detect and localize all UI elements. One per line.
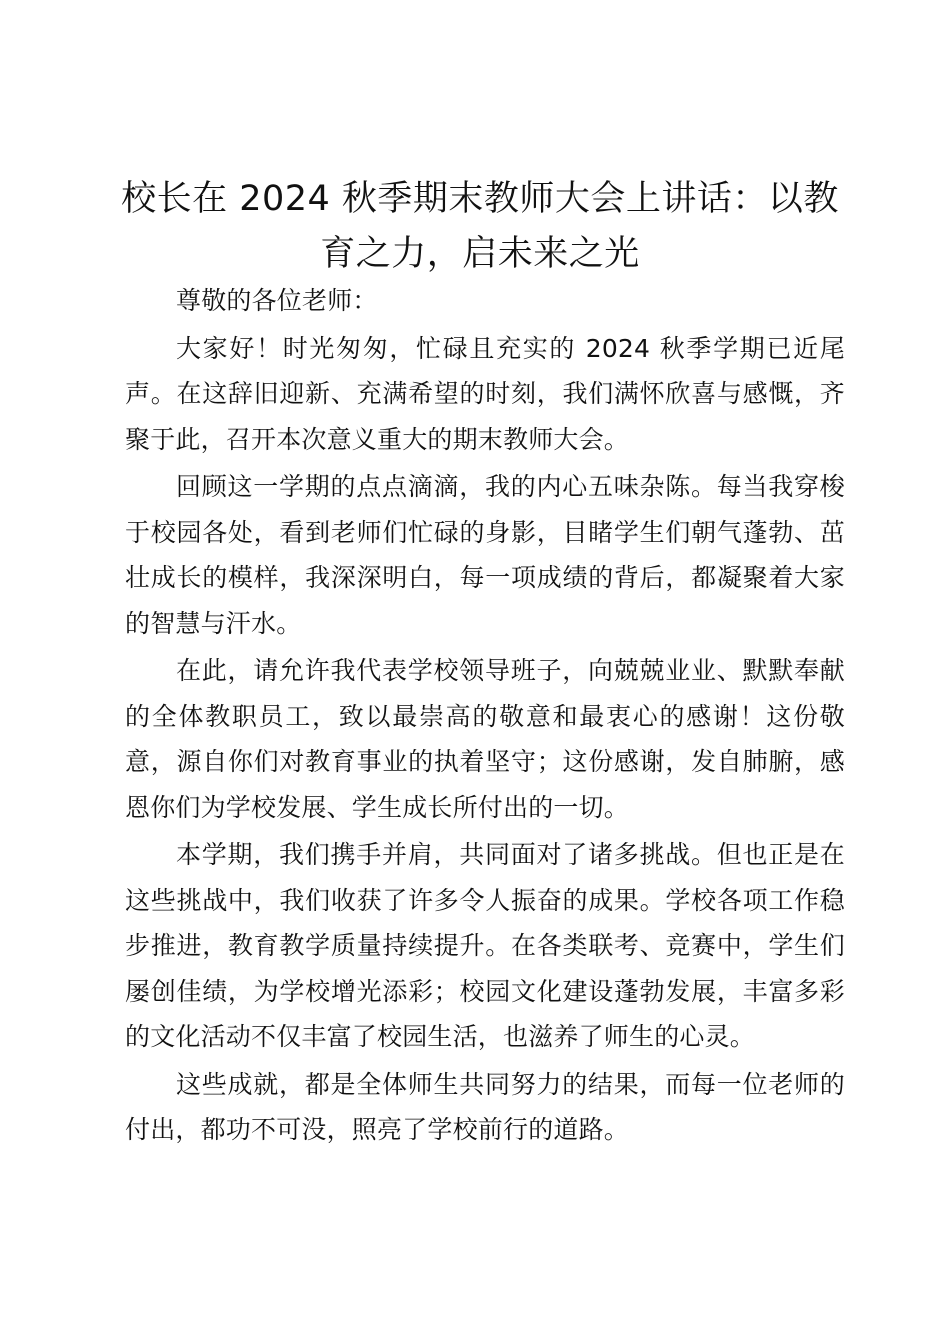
paragraph: 在此，请允许我代表学校领导班子，向兢兢业业、默默奉献的全体教职员工，致以最崇高的敬意和最衷心的感谢！这份敬意，源自你们对教育事业的执着坚守；这份感谢，发自肺腑，感恩你们为学校发展、学生成长所付出的一切。 (125, 656, 845, 822)
paragraph: 回顾这一学期的点点滴滴，我的内心五味杂陈。每当我穿梭于校园各处，看到老师们忙碌的身影，目睹学生们朝气蓬勃、茁壮成长的模样，我深深明白，每一项成绩的背后，都凝聚着大家的智慧与汗水。 (125, 472, 845, 638)
paragraph: 大家好！时光匆匆，忙碌且充实的 2024 秋季学期已近尾声。在这辞旧迎新、充满希望的时刻，我们满怀欣喜与感慨，齐聚于此，召开本次意义重大的期末教师大会。 (125, 333, 845, 454)
document-body (125, 278, 845, 1155)
paragraph: 这些成就，都是全体师生共同努力的结果，而每一位老师的付出，都功不可没，照亮了学校前行的道路。 (125, 1069, 845, 1144)
paragraph: 本学期，我们携手并肩，共同面对了诸多挑战。但也正是在这些挑战中，我们收获了许多令人振奋的成果。学校各项工作稳步推进，教育教学质量持续提升。在各类联考、竞赛中，学生们屡创佳绩，为学校增光添彩；校园文化建设蓬勃发展，丰富多彩的文化活动不仅丰富了校园生活，也滋养了师生的心灵。 (125, 840, 845, 1051)
document-title: 校长在 2024 秋季期末教师大会上讲话：以教育之力，启未来之光 (121, 179, 839, 274)
paragraph-salutation: 尊敬的各位老师： (176, 286, 378, 315)
